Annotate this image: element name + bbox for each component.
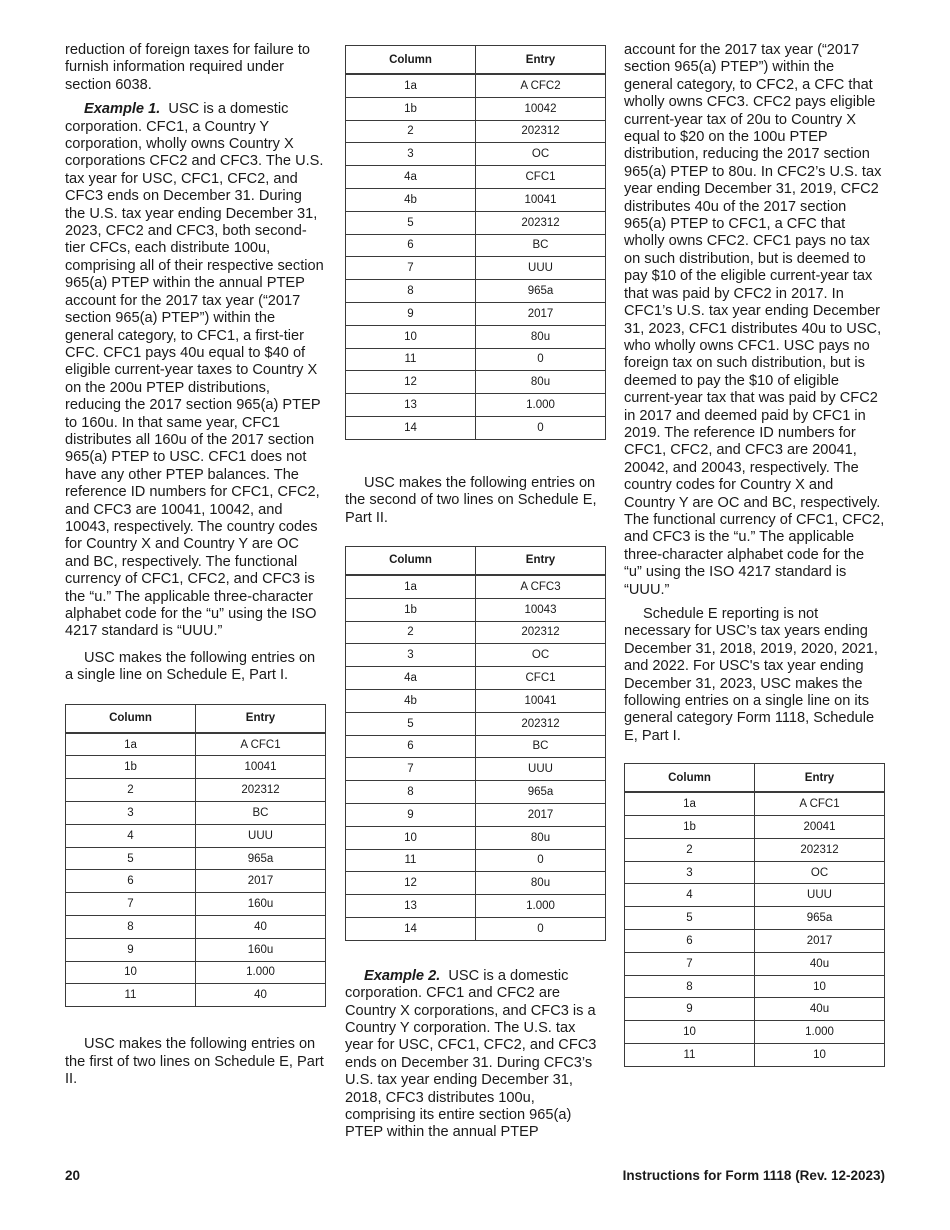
column-cell: 6: [625, 930, 755, 953]
column-cell: 11: [346, 849, 476, 872]
column-cell: 3: [625, 861, 755, 884]
entry-cell: 80u: [476, 826, 606, 849]
paragraph-schedule-e-reporting: Schedule E reporting is not necessary for USC’s tax years ending December 31, 2018, 2019, 2020, 2021, and 2022. For USC's tax year ending December 31, 2023, USC makes the following entries on a single line on its general category Form 1118, Schedule E, Part I.: [624, 606, 878, 744]
entry-cell: A CFC2: [476, 74, 606, 97]
entry-cell: 202312: [476, 621, 606, 644]
table-row: [346, 735, 606, 758]
column-cell: 2: [625, 838, 755, 861]
column-cell: 4b: [346, 188, 476, 211]
column-cell: 11: [625, 1044, 755, 1067]
paragraph-intro: reduction of foreign taxes for failure to furnish information required under section 6038.: [65, 42, 310, 93]
entry-cell: OC: [755, 861, 885, 884]
table-row: [346, 849, 606, 872]
entry-cell: 80u: [476, 371, 606, 394]
table-general-category-schedule-e-part-1: [624, 763, 885, 1067]
column-header: Column: [66, 704, 196, 733]
table-row: [346, 712, 606, 735]
paragraph-schedule-e-part-1: USC makes the following entries on a single line on Schedule E, Part I.: [65, 649, 316, 684]
table-row: [346, 74, 606, 97]
entry-header: Entry: [755, 764, 885, 793]
column-cell: 6: [346, 735, 476, 758]
paragraph-first-of-two-lines: USC makes the following entries on the first of two lines on Schedule E, Part II.: [65, 1036, 324, 1087]
column-cell: 14: [346, 416, 476, 439]
table-schedule-e-part-2-line-1: [345, 45, 606, 440]
entry-header: Entry: [196, 704, 326, 733]
entry-cell: A CFC3: [476, 575, 606, 598]
entry-cell: 20041: [755, 816, 885, 839]
table-row: [346, 257, 606, 280]
entry-cell: 10041: [476, 188, 606, 211]
column-cell: 5: [346, 712, 476, 735]
column-header: Column: [346, 546, 476, 575]
entry-cell: 2017: [476, 803, 606, 826]
entry-header: Entry: [476, 546, 606, 575]
table-row: [66, 916, 326, 939]
entry-cell: 10043: [476, 598, 606, 621]
table-row: [625, 998, 885, 1021]
table-row: [625, 861, 885, 884]
column-cell: 3: [66, 802, 196, 825]
column-cell: 5: [625, 907, 755, 930]
column-cell: 4b: [346, 689, 476, 712]
table-row: [66, 733, 326, 756]
table-row: [346, 803, 606, 826]
column-cell: 13: [346, 895, 476, 918]
column-cell: 9: [625, 998, 755, 1021]
entry-cell: 0: [476, 917, 606, 940]
column-cell: 3: [346, 644, 476, 667]
table-row: [346, 143, 606, 166]
table-row: [346, 644, 606, 667]
entry-header: Entry: [476, 46, 606, 75]
column-cell: 7: [66, 893, 196, 916]
entry-cell: 40: [196, 916, 326, 939]
right-column: [624, 42, 885, 1067]
entry-cell: 10041: [476, 689, 606, 712]
entry-cell: 10042: [476, 97, 606, 120]
entry-cell: 40u: [755, 998, 885, 1021]
column-cell: 13: [346, 394, 476, 417]
left-column: [65, 42, 326, 1088]
entry-cell: 965a: [476, 280, 606, 303]
example-1-label: Example 1.: [84, 101, 161, 118]
table-row: [625, 952, 885, 975]
column-cell: 3: [346, 143, 476, 166]
column-header: Column: [346, 46, 476, 75]
table-row: [625, 884, 885, 907]
entry-cell: A CFC1: [755, 792, 885, 815]
table-row: [346, 689, 606, 712]
table-row: [346, 211, 606, 234]
column-cell: 4a: [346, 166, 476, 189]
paragraph-second-of-two-lines: USC makes the following entries on the second of two lines on Schedule E, Part II.: [345, 474, 597, 526]
table-row: [346, 394, 606, 417]
entry-cell: OC: [476, 644, 606, 667]
column-cell: 7: [346, 758, 476, 781]
table-row: [625, 838, 885, 861]
entry-cell: 80u: [476, 872, 606, 895]
entry-cell: UUU: [476, 257, 606, 280]
table-row: [346, 758, 606, 781]
table-row: [66, 938, 326, 961]
example-1-text: USC is a domestic corporation. CFC1, a Country Y corporation, wholly owns Country X corporations CFC2 and CFC3. The U.S. tax year for USC, CFC1, CFC2, and CFC3 ends on December 31. During the U.S. tax year ending December 31, 2023, CFC2 and CFC3, both second-tier CFCs, each distribute 100u, comprising all of their respective section 965(a) PTEP within the annual PTEP account for the 2017 tax year (“2017 section 965(a) PTEP”) within the general category, to CFC1, a first-tier CFC. CFC1 pays 40u equal to $40 of eligible current-year taxes to Country X on the 200u PTEP distributions, reducing the 2017 section 965(a) PTEP to 160u. In that same year, CFC1 distributes all 160u of the 2017 section 965(a) PTEP to USC. CFC1 does not have any other PTEP balances. The reference ID numbers for CFC1, CFC2, and CFC3 are 10041, 10042, and 10043, respectively. The country codes for Country X and Country Y are OC and BC, respectively. The functional currency of CFC1, CFC2, and CFC3 is the “u.” The applicable three-character alphabet code for the “u” using the ISO 4217 standard is “UUU.”: [65, 101, 324, 640]
column-cell: 7: [346, 257, 476, 280]
column-cell: 9: [346, 803, 476, 826]
entry-cell: 965a: [755, 907, 885, 930]
entry-cell: 10041: [196, 756, 326, 779]
paragraph-continued-example-2: account for the 2017 tax year (“2017 section 965(a) PTEP”) within the general category, to CFC2, a CFC that wholly owns CFC3. CFC2 pays eligible current-year tax of 20u to Country X equal to $20 on the 100u PTEP distribution, reducing the 2017 section 965(a) PTEP to 80u. In CFC2’s U.S. tax year ending December 31, 2019, CFC2 distributes 40u of the 2017 section 965(a) PTEP to CFC1, a CFC that wholly owns CFC2. CFC1 pays no tax on such distribution, but is deemed to pay $10 of the eligible current-year tax that was paid by CFC2 in 2017. In CFC1’s U.S. tax year ending December 31, 2023, CFC1 distributes 40u to USC, who wholly owns CFC1. USC pays no foreign tax on such distribution, but is deemed to pay the $10 of eligible current-year tax that was paid by CFC2 in 2017 and deemed paid by CFC1 in 2019. The reference ID numbers for CFC1, CFC2, and CFC3 are 20041, 20042, and 20043, respectively. The country codes for Country X and Country Y are OC and BC, respectively. The functional currency of CFC1, CFC2, and CFC3 is the “u.” The applicable three-character alphabet code for the “u” using the ISO 4217 standard is “UUU.”: [624, 42, 885, 598]
table-row: [346, 188, 606, 211]
entry-cell: 1.000: [755, 1021, 885, 1044]
column-cell: 1a: [346, 575, 476, 598]
table-schedule-e-part-2-line-2: [345, 546, 606, 941]
entry-cell: 2017: [476, 302, 606, 325]
column-cell: 1a: [346, 74, 476, 97]
table-row: [346, 781, 606, 804]
table-row: [66, 893, 326, 916]
table-row: [625, 1021, 885, 1044]
table-row: [346, 621, 606, 644]
column-cell: 9: [66, 938, 196, 961]
entry-cell: 160u: [196, 893, 326, 916]
entry-cell: 965a: [196, 847, 326, 870]
column-cell: 6: [346, 234, 476, 257]
table-row: [346, 280, 606, 303]
column-cell: 11: [66, 984, 196, 1007]
column-cell: 10: [625, 1021, 755, 1044]
example-2-label: Example 2.: [364, 967, 441, 984]
entry-cell: A CFC1: [196, 733, 326, 756]
table-row: [346, 371, 606, 394]
entry-cell: 0: [476, 416, 606, 439]
page-number: 20: [65, 1168, 81, 1183]
table-row: [66, 984, 326, 1007]
entry-cell: 80u: [476, 325, 606, 348]
table-row: [66, 870, 326, 893]
table-row: [346, 826, 606, 849]
table-row: [66, 802, 326, 825]
column-cell: 12: [346, 371, 476, 394]
table-row: [66, 779, 326, 802]
column-cell: 2: [346, 120, 476, 143]
entry-cell: BC: [476, 234, 606, 257]
column-cell: 1b: [66, 756, 196, 779]
example-2-paragraph: [345, 968, 606, 1142]
table-row: [625, 975, 885, 998]
column-header: Column: [625, 764, 755, 793]
table-row: [346, 302, 606, 325]
table-row: [346, 895, 606, 918]
column-cell: 6: [66, 870, 196, 893]
table-row: [625, 792, 885, 815]
table-row: [625, 907, 885, 930]
entry-cell: CFC1: [476, 667, 606, 690]
column-cell: 10: [346, 826, 476, 849]
table-row: [66, 824, 326, 847]
column-cell: 4a: [346, 667, 476, 690]
entry-cell: 965a: [476, 781, 606, 804]
entry-cell: UUU: [476, 758, 606, 781]
entry-cell: 202312: [196, 779, 326, 802]
entry-cell: 0: [476, 849, 606, 872]
table-schedule-e-part-1: [65, 704, 326, 1008]
column-cell: 2: [346, 621, 476, 644]
entry-cell: OC: [476, 143, 606, 166]
entry-cell: 160u: [196, 938, 326, 961]
column-cell: 14: [346, 917, 476, 940]
column-cell: 8: [346, 781, 476, 804]
table-row: [346, 575, 606, 598]
table-row: [66, 756, 326, 779]
column-cell: 8: [625, 975, 755, 998]
table-row: [625, 930, 885, 953]
column-cell: 2: [66, 779, 196, 802]
table-row: [346, 917, 606, 940]
table-row: [346, 667, 606, 690]
table-row: [346, 348, 606, 371]
column-cell: 7: [625, 952, 755, 975]
entry-cell: 202312: [755, 838, 885, 861]
entry-cell: 40u: [755, 952, 885, 975]
column-cell: 1b: [346, 598, 476, 621]
column-cell: 1a: [625, 792, 755, 815]
entry-cell: 202312: [476, 211, 606, 234]
column-cell: 12: [346, 872, 476, 895]
entry-cell: UUU: [755, 884, 885, 907]
entry-cell: 10: [755, 1044, 885, 1067]
table-row: [625, 1044, 885, 1067]
column-cell: 10: [346, 325, 476, 348]
entry-cell: 2017: [755, 930, 885, 953]
entry-cell: 202312: [476, 120, 606, 143]
entry-cell: BC: [476, 735, 606, 758]
column-cell: 10: [66, 961, 196, 984]
entry-cell: 0: [476, 348, 606, 371]
table-row: [346, 234, 606, 257]
column-cell: 1b: [625, 816, 755, 839]
column-cell: 1b: [346, 97, 476, 120]
entry-cell: 10: [755, 975, 885, 998]
table-row: [346, 120, 606, 143]
column-cell: 8: [346, 280, 476, 303]
column-cell: 11: [346, 348, 476, 371]
column-cell: 5: [66, 847, 196, 870]
table-row: [346, 97, 606, 120]
entry-cell: 1.000: [476, 394, 606, 417]
table-row: [66, 847, 326, 870]
entry-cell: 1.000: [476, 895, 606, 918]
entry-cell: UUU: [196, 824, 326, 847]
column-cell: 1a: [66, 733, 196, 756]
form-title: Instructions for Form 1118 (Rev. 12-2023): [622, 1168, 885, 1183]
column-cell: 9: [346, 302, 476, 325]
table-row: [66, 961, 326, 984]
column-cell: 8: [66, 916, 196, 939]
middle-column: [345, 45, 606, 1142]
table-row: [346, 598, 606, 621]
column-cell: 4: [66, 824, 196, 847]
entry-cell: 202312: [476, 712, 606, 735]
entry-cell: BC: [196, 802, 326, 825]
table-row: [346, 166, 606, 189]
column-cell: 5: [346, 211, 476, 234]
entry-cell: 1.000: [196, 961, 326, 984]
entry-cell: 40: [196, 984, 326, 1007]
table-row: [346, 416, 606, 439]
example-2-text: USC is a domestic corporation. CFC1 and CFC2 are Country X corporations, and CFC3 is a Country Y corporation. The U.S. tax year for USC, CFC1, CFC2, and CFC3 ends on December 31. During CFC3’s U.S. tax year ending December 31, 2018, CFC3 distributes 100u, comprising its entire section 965(a) PTEP within the annual PTEP: [345, 967, 597, 1141]
table-row: [346, 872, 606, 895]
column-cell: 4: [625, 884, 755, 907]
table-row: [625, 816, 885, 839]
table-row: [346, 325, 606, 348]
entry-cell: CFC1: [476, 166, 606, 189]
entry-cell: 2017: [196, 870, 326, 893]
example-1-paragraph: [65, 101, 326, 641]
